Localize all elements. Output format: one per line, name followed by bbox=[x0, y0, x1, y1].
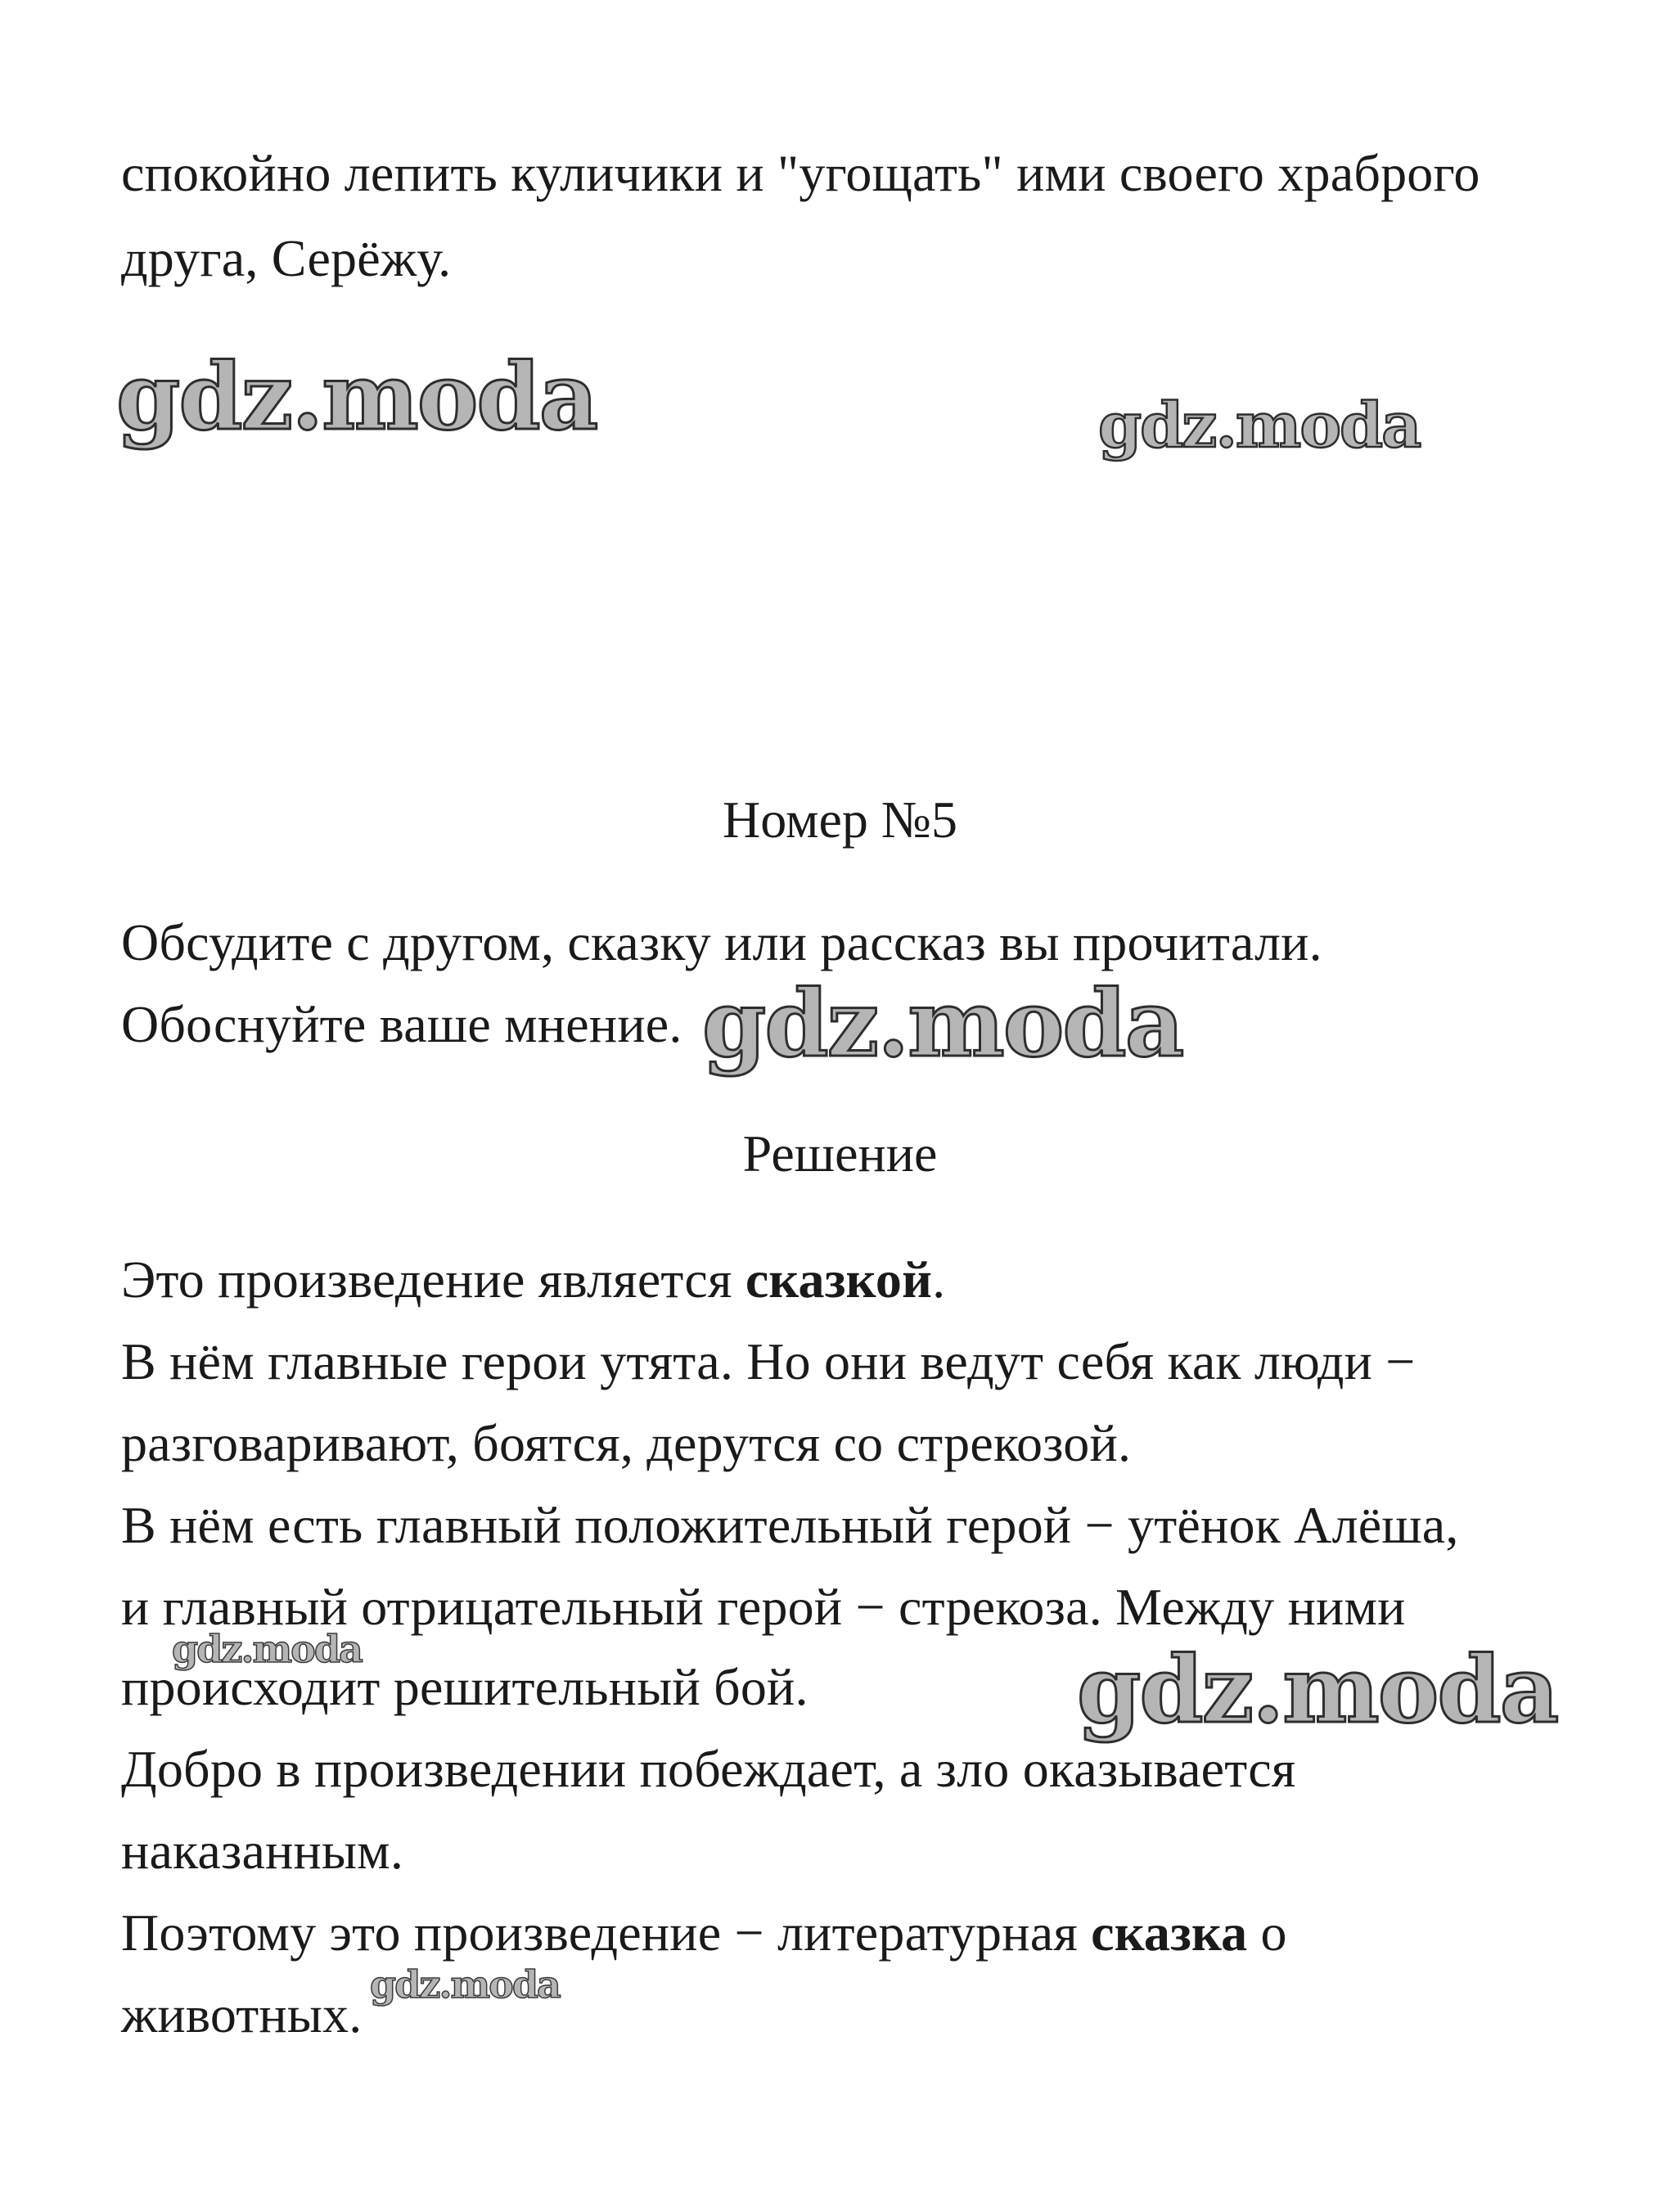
watermark-logo: gdz.moda bbox=[116, 344, 597, 451]
task-heading: Номер №5 bbox=[723, 791, 957, 849]
solution-paragraph-1 bbox=[121, 1250, 946, 1309]
solution-p2-line-1: В нём главные герои утята. Но они ведут себя как люди − bbox=[121, 1332, 1416, 1390]
solution-p4-line-1: Добро в произведении побеждает, а зло оказывается bbox=[121, 1740, 1296, 1798]
solution-p1-end: . bbox=[932, 1250, 946, 1309]
task-line-2: Обоснуйте ваше мнение. bbox=[121, 995, 682, 1053]
solution-paragraph-5 bbox=[121, 1903, 1287, 1962]
solution-p5-bold: сказка bbox=[1091, 1903, 1248, 1962]
solution-p3-line-1: В нём есть главный положительный герой − утёнок Алёша, bbox=[121, 1496, 1459, 1554]
watermark-logo: gdz.moda bbox=[172, 1627, 362, 1671]
solution-p2-line-2: разговаривают, боятся, дерутся со стрекозой. bbox=[121, 1414, 1132, 1472]
intro-line-2: друга, Серёжу. bbox=[121, 229, 452, 287]
intro-line-1: спокойно лепить куличики и "угощать" ими своего храброго bbox=[121, 144, 1480, 202]
solution-p3-line-2: и главный отрицательный герой − стрекоза. Между ними bbox=[121, 1578, 1406, 1636]
solution-p4-line-2: наказанным. bbox=[121, 1822, 404, 1880]
task-line-1: Обсудите с другом, сказку или рассказ вы прочитали. bbox=[121, 913, 1322, 971]
solution-p1-start: Это произведение является bbox=[121, 1250, 745, 1309]
watermark-logo: gdz.moda bbox=[1077, 1637, 1558, 1744]
solution-p1-bold: сказкой bbox=[745, 1250, 933, 1309]
watermark-logo: gdz.moda bbox=[1098, 389, 1421, 462]
watermark-logo: gdz.moda bbox=[702, 971, 1183, 1078]
watermark-logo: gdz.moda bbox=[370, 1962, 560, 2007]
solution-p5-line-2: животных. bbox=[121, 1985, 363, 2043]
solution-p5-start: Поэтому это произведение − литературная bbox=[121, 1903, 1092, 1962]
solution-p5-end: о bbox=[1247, 1903, 1287, 1962]
solution-heading: Решение bbox=[742, 1124, 938, 1183]
solution-p3-line-3: происходит решительный бой. bbox=[121, 1658, 808, 1716]
